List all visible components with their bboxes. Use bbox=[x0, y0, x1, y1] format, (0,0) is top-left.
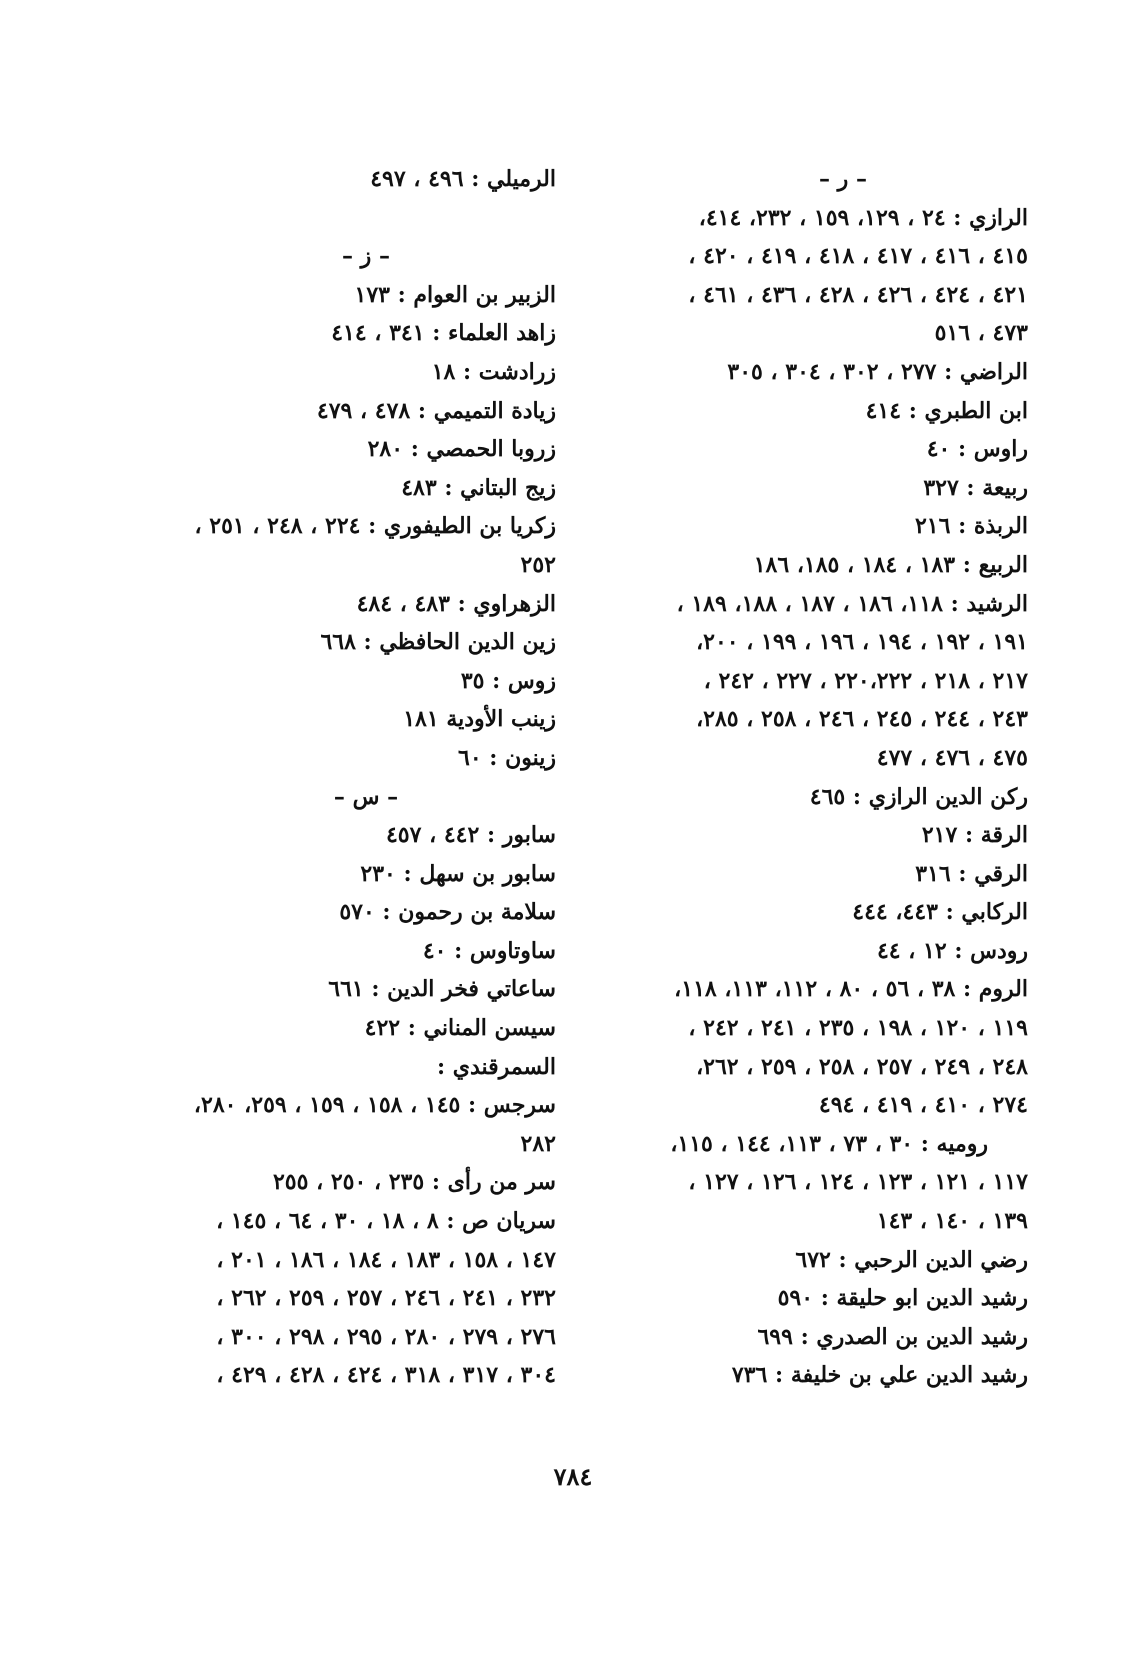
index-entry: زينب الأودية ١٨١ bbox=[403, 706, 556, 733]
index-entry: ربيعة : ٣٢٧ bbox=[923, 474, 1028, 501]
index-entry: سيسن المناني : ٤٢٢ bbox=[364, 1015, 556, 1042]
index-entry: الربيع : ١٨٣ ، ١٨٤ ، ١٨٥، ١٨٦ bbox=[753, 551, 1028, 578]
index-entry: سريان ص : ٨ ، ١٨ ، ٣٠ ، ٦٤ ، ١٤٥ ، bbox=[216, 1208, 556, 1235]
index-entry: ١٤٧ ، ١٥٨ ، ١٨٣ ، ١٨٤ ، ١٨٦ ، ٢٠١ ، bbox=[216, 1246, 556, 1273]
index-entry: زيج البتاني : ٤٨٣ bbox=[401, 474, 556, 501]
index-entry: الركابي : ٤٤٣، ٤٤٤ bbox=[852, 899, 1028, 926]
index-entry: السمرقندي : bbox=[436, 1053, 556, 1080]
index-entry: ساوتاوس : ٤٠ bbox=[422, 937, 556, 964]
index-entry: ١١٩ ، ١٢٠ ، ١٩٨ ، ٢٣٥ ، ٢٤١ ، ٢٤٢ ، bbox=[688, 1015, 1028, 1042]
index-entry: زين الدين الحافظي : ٦٦٨ bbox=[320, 629, 556, 656]
index-entry: رودس : ١٢ ، ٤٤ bbox=[876, 937, 1028, 964]
index-entry: سلامة بن رحمون : ٥٧٠ bbox=[339, 899, 556, 926]
index-entry: ٢٧٦ ، ٢٧٩ ، ٢٨٠ ، ٢٩٥ ، ٢٩٨ ، ٣٠٠ ، bbox=[216, 1323, 556, 1350]
index-entry: روميه : ٣٠ ، ٧٣ ، ١١٣، ١٤٤ ، ١١٥، bbox=[670, 1130, 988, 1157]
section-header: – س – bbox=[333, 783, 399, 810]
index-entry: سر من رأى : ٢٣٥ ، ٢٥٠ ، ٢٥٥ bbox=[272, 1169, 556, 1196]
index-entry: ١٣٩ ، ١٤٠ ، ١٤٣ bbox=[876, 1208, 1028, 1235]
index-entry: زروبا الحمصي : ٢٨٠ bbox=[367, 436, 556, 463]
index-entry: رضي الدين الرحبي : ٦٧٢ bbox=[795, 1246, 1028, 1273]
index-entry: الروم : ٣٨ ، ٥٦ ، ٨٠ ، ١١٢، ١١٣، ١١٨، bbox=[674, 976, 1028, 1003]
index-entry: الربذة : ٢١٦ bbox=[914, 513, 1028, 540]
index-entry: زوس : ٣٥ bbox=[460, 667, 556, 694]
index-entry: ٢٥٢ bbox=[520, 551, 556, 578]
index-entry: زيادة التميمي : ٤٧٨ ، ٤٧٩ bbox=[316, 397, 556, 424]
blank-line bbox=[116, 199, 556, 238]
index-entry: زاهد العلماء : ٣٤١ ، ٤١٤ bbox=[331, 320, 556, 347]
index-entry: ٢٣٢ ، ٢٤١ ، ٢٤٦ ، ٢٥٧ ، ٢٥٩ ، ٢٦٢ ، bbox=[216, 1285, 556, 1312]
index-entry: ٢٨٢ bbox=[520, 1130, 556, 1157]
index-entry: سابور : ٤٤٢ ، ٤٥٧ bbox=[385, 822, 556, 849]
index-entry: رشيد الدين علي بن خليفة : ٧٣٦ bbox=[731, 1362, 1028, 1389]
index-entry: ١٩١ ، ١٩٢ ، ١٩٤ ، ١٩٦ ، ١٩٩ ، ٢٠٠، bbox=[696, 629, 1028, 656]
section-header: – ز – bbox=[342, 243, 390, 270]
index-entry: ٤٢١ ، ٤٢٤ ، ٤٢٦ ، ٤٢٨ ، ٤٣٦ ، ٤٦١ ، bbox=[688, 281, 1028, 308]
index-entry: الزبير بن العوام : ١٧٣ bbox=[354, 281, 556, 308]
index-entry: ٤٧٥ ، ٤٧٦ ، ٤٧٧ bbox=[876, 744, 1028, 771]
index-entry: ١١٧ ، ١٢١ ، ١٢٣ ، ١٢٤ ، ١٢٦ ، ١٢٧ ، bbox=[688, 1169, 1028, 1196]
index-entry: الرقة : ٢١٧ bbox=[921, 822, 1028, 849]
index-entry: ٤١٥ ، ٤١٦ ، ٤١٧ ، ٤١٨ ، ٤١٩ ، ٤٢٠ ، bbox=[688, 243, 1028, 270]
index-entry: ٢٧٤ ، ٤١٠ ، ٤١٩ ، ٤٩٤ bbox=[818, 1092, 1028, 1119]
index-entry: الرازي : ٢٤ ، ١٢٩، ١٥٩ ، ٢٣٢، ٤١٤، bbox=[698, 204, 1028, 231]
index-entry: زرادشت : ١٨ bbox=[431, 358, 556, 385]
page-number: ٧٨٤ bbox=[553, 1462, 593, 1491]
index-entry: الرميلي : ٤٩٦ ، ٤٩٧ bbox=[370, 166, 556, 192]
index-entry: زكريا بن الطيفوري : ٢٢٤ ، ٢٤٨ ، ٢٥١ ، bbox=[194, 513, 556, 540]
index-entry: الزهراوي : ٤٨٣ ، ٤٨٤ bbox=[356, 590, 556, 617]
index-entry: ابن الطبري : ٤١٤ bbox=[865, 397, 1028, 424]
index-entry: الرقي : ٣١٦ bbox=[915, 860, 1028, 887]
index-entry: راوس : ٤٠ bbox=[926, 436, 1028, 463]
index-entry: ٢٤٨ ، ٢٤٩ ، ٢٥٧ ، ٢٥٨ ، ٢٥٩ ، ٢٦٢، bbox=[696, 1053, 1028, 1080]
index-entry: ٢١٧ ، ٢١٨ ، ٢٢٠،٢٢٢ ، ٢٢٧ ، ٢٤٢ ، bbox=[703, 667, 1028, 694]
index-entry: الرشيد : ١١٨، ١٨٦ ، ١٨٧ ، ١٨٨، ١٨٩ ، bbox=[676, 590, 1028, 617]
index-entry: ٣٠٤ ، ٣١٧ ، ٣١٨ ، ٤٢٤ ، ٤٢٨ ، ٤٢٩ ، bbox=[216, 1362, 556, 1389]
index-entry: ٢٤٣ ، ٢٤٤ ، ٢٤٥ ، ٢٤٦ ، ٢٥٨ ، ٢٨٥، bbox=[696, 706, 1028, 733]
index-entry: الراضي : ٢٧٧ ، ٣٠٢ ، ٣٠٤ ، ٣٠٥ bbox=[727, 358, 1028, 385]
index-entry: ساعاتي فخر الدين : ٦٦١ bbox=[328, 976, 556, 1003]
index-entry: زينون : ٦٠ bbox=[458, 744, 556, 771]
section-header: – ر – bbox=[819, 166, 867, 192]
left-column bbox=[116, 160, 556, 1395]
right-column bbox=[598, 160, 1028, 1395]
index-entry: ركن الدين الرازي : ٤٦٥ bbox=[809, 783, 1028, 810]
index-entry: رشيد الدين بن الصدري : ٦٩٩ bbox=[757, 1323, 1028, 1350]
index-entry: رشيد الدين ابو حليقة : ٥٩٠ bbox=[777, 1285, 1028, 1312]
index-entry: سرجس : ١٤٥ ، ١٥٨ ، ١٥٩ ، ٢٥٩، ٢٨٠، bbox=[193, 1092, 556, 1119]
index-entry: سابور بن سهل : ٢٣٠ bbox=[360, 860, 556, 887]
index-entry: ٤٧٣ ، ٥١٦ bbox=[934, 320, 1028, 347]
